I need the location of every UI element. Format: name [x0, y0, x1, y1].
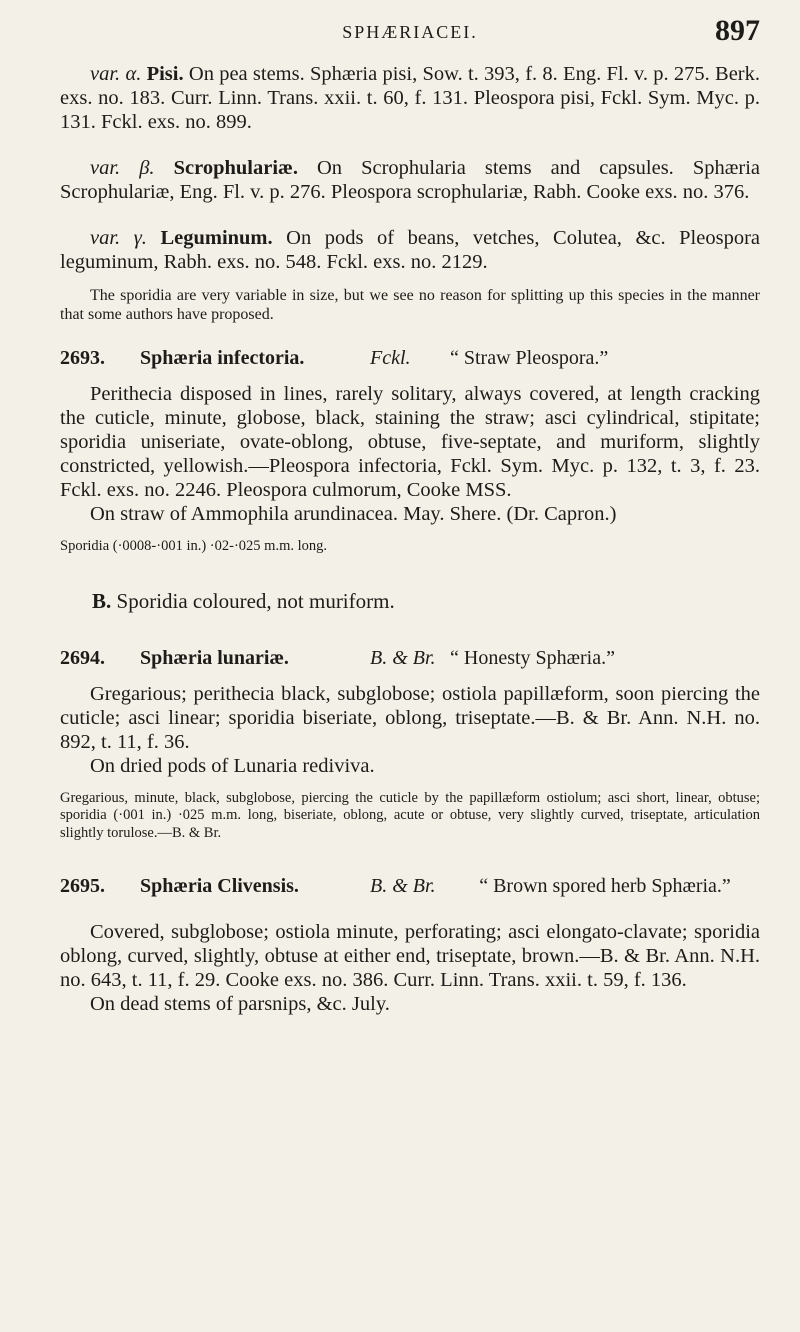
variety-label: var. α.: [90, 63, 142, 85]
variety-leguminum: [60, 226, 760, 274]
variety-name: Leguminum.: [160, 227, 273, 249]
species-habitat: On dried pods of Lunaria rediviva.: [90, 754, 375, 777]
variety-text: On pods of beans, vetches, Colutea, &c. Pleospora leguminum, Rabh. exs. no. 548. Fckl. exs. no. 2129.: [60, 227, 760, 273]
species-extended-note: Gregarious, minute, black, subglobose, piercing the cuticle by the papillæform ostiolum; asci short, linear, obtuse; sporidia (·001 in.) ·025 m.m. long, biseriate, oblong, acute or obtuse, very slightly curved, triseptate, articulation slightly torulose.—B. & Br.: [60, 789, 760, 841]
variety-name: Pisi.: [146, 63, 184, 85]
variety-scrophulariae: [60, 156, 760, 204]
species-author: B. & Br.: [370, 646, 436, 669]
variety-name: Scrophulariæ.: [173, 157, 298, 179]
species-description: Covered, subglobose; ostiola minute, perforating; asci elongato-clavate; sporidia oblong, curved, slightly, obtuse at either end, triseptate, brown.—B. & Br. Ann. N.H. no. 643, t. 11, f. 29. Cooke exs. no. 386. Curr. Linn. Trans. xxii. t. 59, f. 136.: [60, 921, 760, 991]
species-habitat: On dead stems of parsnips, &c. July.: [90, 993, 390, 1015]
species-common-name: “ Honesty Sphæria.”: [450, 646, 615, 669]
species-name: Sphæria Clivensis.: [140, 875, 299, 897]
species-author: B. & Br.: [370, 875, 436, 897]
species-common-name: “ Straw Pleospora.”: [450, 347, 609, 369]
species-number: 2694.: [60, 646, 105, 669]
species-description: Gregarious; perithecia black, subglobose; ostiola papillæform, soon piercing the cuticle; asci linear; sporidia biseriate, oblong, triseptate.—B. & Br. Ann. N.H. no. 892, t. 11, f. 36.: [60, 682, 760, 753]
variety-pisi: [60, 62, 760, 134]
section-title: Sporidia coloured, not muriform.: [111, 588, 395, 613]
species-habitat: On straw of Ammophila arundinacea. May. Shere. (Dr. Capron.): [90, 503, 617, 525]
page-number: 897: [715, 14, 760, 47]
page-header: [60, 14, 760, 62]
species-description: Perithecia disposed in lines, rarely solitary, always covered, at length cracking the cuticle, minute, globose, black, staining the straw; asci cylindrical, stipitate; sporidia uniseriate, ovate-oblong, obtuse, five-septate, and muriform, slightly constricted, yellowish.—Pleospora infectoria, Fckl. Sym. Myc. p. 132, t. 3, f. 23. Fckl. exs. no. 2246. Pleospora culmorum, Cooke MSS.: [60, 383, 760, 501]
species-name: Sphæria lunariæ.: [140, 646, 289, 669]
species-common-name: “ Brown spored herb Sphæria.”: [479, 875, 731, 897]
species-heading-2693: [60, 346, 760, 370]
species-measurement: Sporidia (·0008-·001 in.) ·02-·025 m.m. long.: [60, 538, 328, 554]
variety-label: var. γ.: [90, 227, 147, 249]
section-heading-b: [60, 588, 760, 614]
section-letter: B.: [92, 588, 112, 613]
species-name: Sphæria infectoria.: [140, 347, 305, 369]
variety-text: On pea stems. Sphæria pisi, Sow. t. 393, f. 8. Eng. Fl. v. p. 275. Berk. exs. no. 183. Curr. Linn. Trans. xxii. t. 60, f. 131. Pleospora pisi, Fckl. Sym. Myc. p. 131. Fckl. exs. no. 899.: [60, 63, 760, 133]
species-author: Fckl.: [370, 347, 411, 369]
book-page: [60, 14, 760, 1016]
species-heading-2694: [60, 646, 760, 670]
species-number: 2693.: [60, 347, 105, 369]
species-heading-2695: [60, 874, 760, 898]
species-number: 2695.: [60, 875, 105, 897]
editorial-note: The sporidia are very variable in size, but we see no reason for splitting up this species in the manner that some authors have proposed.: [60, 287, 760, 323]
variety-label: var. β.: [90, 157, 155, 179]
variety-text: On Scrophularia stems and capsules. Sphæria Scrophulariæ, Eng. Fl. v. p. 276. Pleospora scrophulariæ, Rabh. Cooke exs. no. 376.: [60, 157, 761, 203]
running-head: SPHÆRIACEI.: [342, 22, 478, 42]
